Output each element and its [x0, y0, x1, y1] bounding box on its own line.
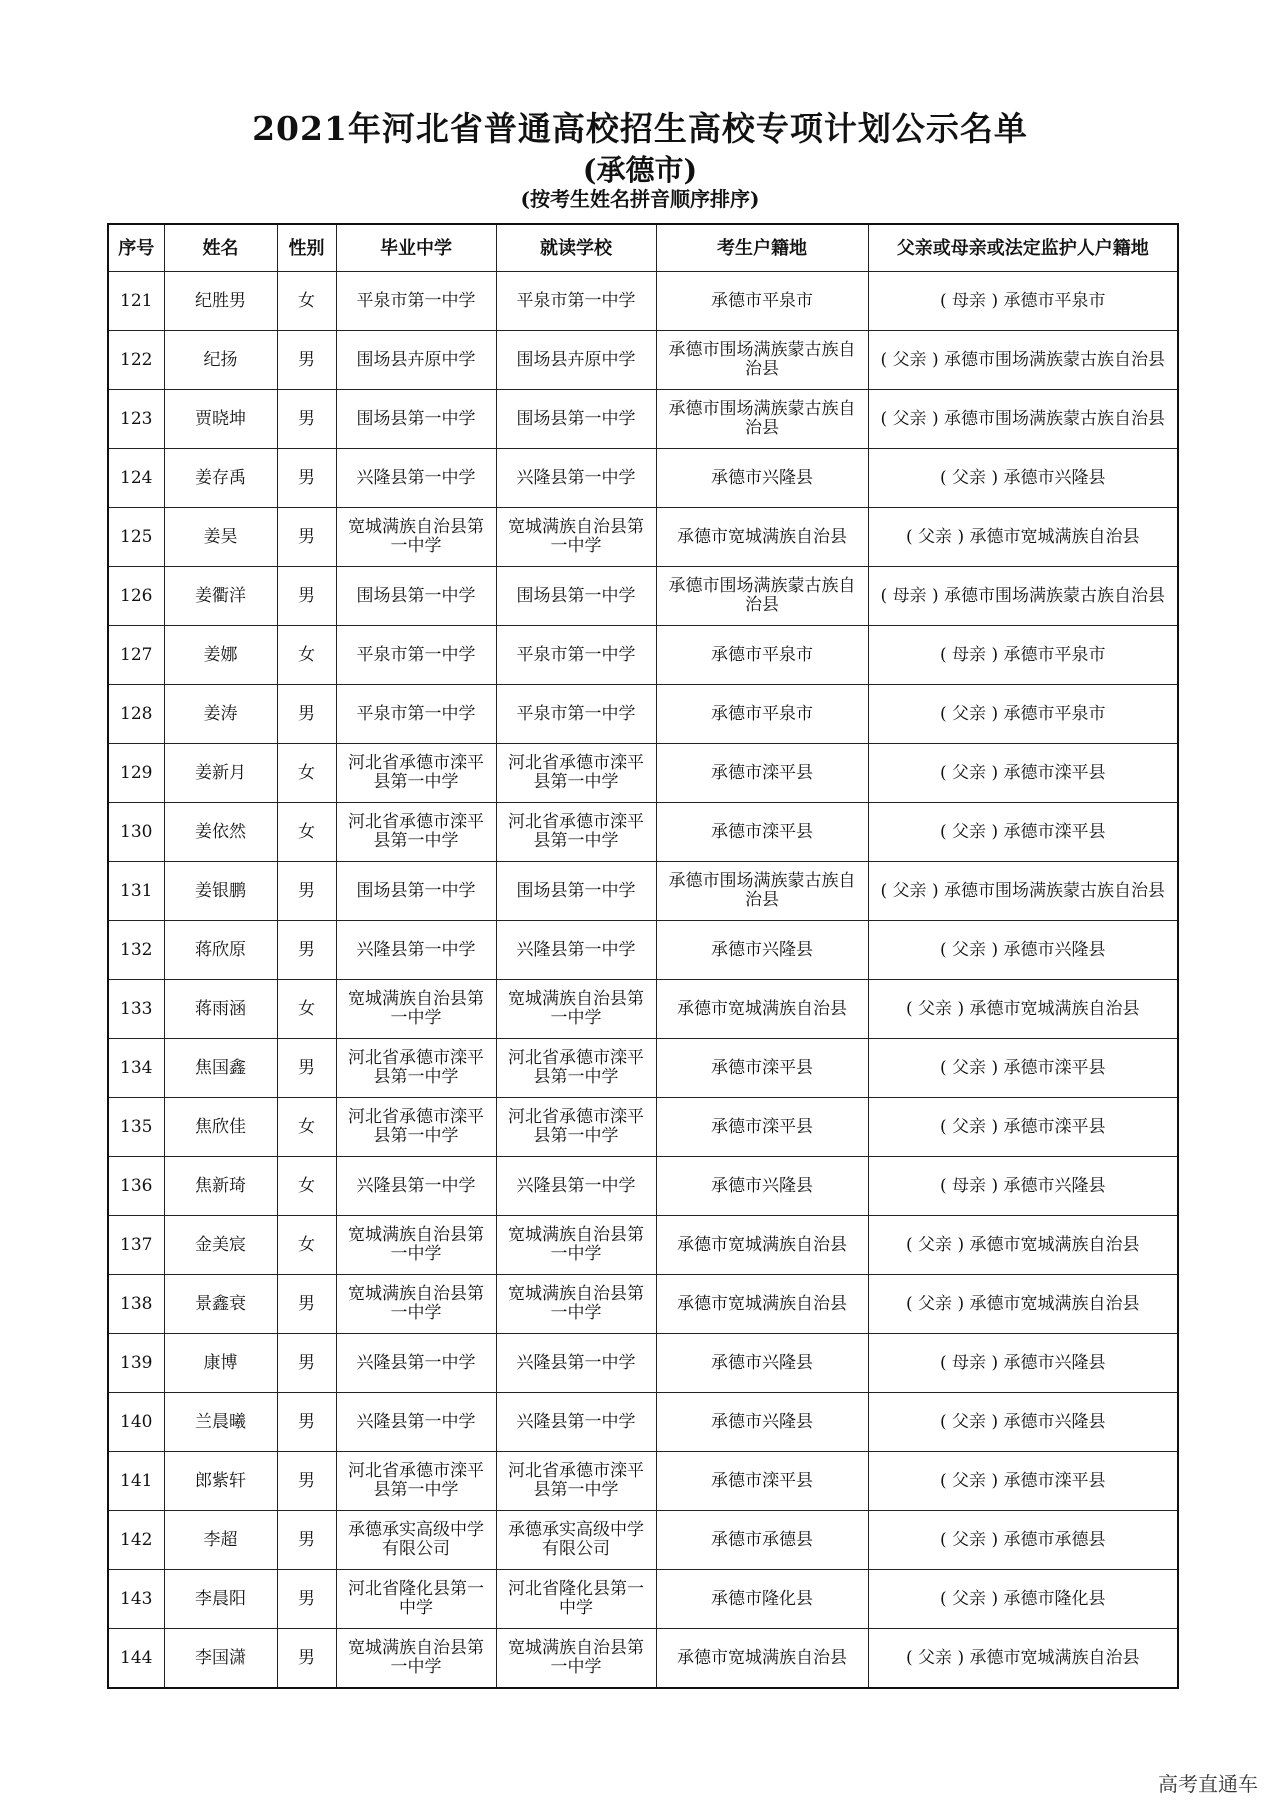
cell-gender: 男 [277, 331, 336, 390]
cell-graduated-school: 平泉市第一中学 [336, 685, 496, 744]
cell-current-school: 围场县第一中学 [496, 390, 656, 449]
cell-name: 贾晓坤 [164, 390, 277, 449]
table-row [108, 744, 1178, 803]
cell-graduated-school: 宽城满族自治县第一中学 [336, 980, 496, 1039]
table-row [108, 1157, 1178, 1216]
cell-name: 蒋雨涵 [164, 980, 277, 1039]
cell-graduated-school: 围场县第一中学 [336, 567, 496, 626]
cell-guardian-hukou: ( 母亲 ) 承德市围场满族蒙古族自治县 [868, 567, 1178, 626]
cell-current-school: 兴隆县第一中学 [496, 1334, 656, 1393]
cell-name: 姜涛 [164, 685, 277, 744]
cell-current-school: 宽城满族自治县第一中学 [496, 1629, 656, 1689]
cell-name: 姜衢洋 [164, 567, 277, 626]
cell-current-school: 河北省承德市滦平县第一中学 [496, 1098, 656, 1157]
cell-graduated-school: 平泉市第一中学 [336, 626, 496, 685]
cell-current-school: 宽城满族自治县第一中学 [496, 508, 656, 567]
cell-name: 姜依然 [164, 803, 277, 862]
sort-note: (按考生姓名拼音顺序排序) [520, 187, 760, 211]
cell-index: 121 [108, 272, 164, 331]
cell-index: 138 [108, 1275, 164, 1334]
cell-graduated-school: 河北省承德市滦平县第一中学 [336, 1098, 496, 1157]
cell-guardian-hukou: ( 父亲 ) 承德市宽城满族自治县 [868, 1629, 1178, 1689]
table-row [108, 1393, 1178, 1452]
cell-hukou: 承德市兴隆县 [656, 1157, 868, 1216]
cell-index: 125 [108, 508, 164, 567]
cell-guardian-hukou: ( 父亲 ) 承德市兴隆县 [868, 921, 1178, 980]
cell-guardian-hukou: ( 母亲 ) 承德市平泉市 [868, 272, 1178, 331]
cell-current-school: 平泉市第一中学 [496, 685, 656, 744]
cell-gender: 男 [277, 1629, 336, 1689]
col-header-graduated-school: 毕业中学 [336, 224, 496, 272]
col-header-gender: 性别 [277, 224, 336, 272]
cell-index: 133 [108, 980, 164, 1039]
cell-graduated-school: 围场县第一中学 [336, 390, 496, 449]
cell-hukou: 承德市平泉市 [656, 272, 868, 331]
cell-graduated-school: 承德承实高级中学有限公司 [336, 1511, 496, 1570]
cell-current-school: 宽城满族自治县第一中学 [496, 980, 656, 1039]
cell-graduated-school: 兴隆县第一中学 [336, 1393, 496, 1452]
cell-hukou: 承德市宽城满族自治县 [656, 1629, 868, 1689]
table-row [108, 272, 1178, 331]
table-row [108, 980, 1178, 1039]
cell-index: 132 [108, 921, 164, 980]
cell-gender: 男 [277, 1393, 336, 1452]
cell-guardian-hukou: ( 父亲 ) 承德市宽城满族自治县 [868, 980, 1178, 1039]
cell-current-school: 河北省承德市滦平县第一中学 [496, 1039, 656, 1098]
cell-guardian-hukou: ( 父亲 ) 承德市滦平县 [868, 803, 1178, 862]
cell-gender: 女 [277, 1216, 336, 1275]
col-header-hukou: 考生户籍地 [656, 224, 868, 272]
cell-guardian-hukou: ( 父亲 ) 承德市承德县 [868, 1511, 1178, 1570]
cell-gender: 男 [277, 390, 336, 449]
cell-guardian-hukou: ( 父亲 ) 承德市平泉市 [868, 685, 1178, 744]
cell-current-school: 河北省承德市滦平县第一中学 [496, 744, 656, 803]
cell-hukou: 承德市兴隆县 [656, 1393, 868, 1452]
cell-guardian-hukou: ( 父亲 ) 承德市宽城满族自治县 [868, 1216, 1178, 1275]
cell-hukou: 承德市围场满族蒙古族自治县 [656, 567, 868, 626]
cell-guardian-hukou: ( 父亲 ) 承德市宽城满族自治县 [868, 1275, 1178, 1334]
cell-hukou: 承德市宽城满族自治县 [656, 508, 868, 567]
table-row [108, 567, 1178, 626]
cell-graduated-school: 宽城满族自治县第一中学 [336, 1216, 496, 1275]
table-row [108, 803, 1178, 862]
cell-hukou: 承德市兴隆县 [656, 449, 868, 508]
cell-guardian-hukou: ( 母亲 ) 承德市兴隆县 [868, 1157, 1178, 1216]
cell-name: 姜存禹 [164, 449, 277, 508]
cell-index: 142 [108, 1511, 164, 1570]
cell-name: 纪扬 [164, 331, 277, 390]
table-header-row [108, 224, 1178, 272]
page-title: 2021年河北省普通高校招生高校专项计划公示名单 [252, 109, 1028, 148]
cell-index: 135 [108, 1098, 164, 1157]
cell-index: 130 [108, 803, 164, 862]
cell-name: 焦新琦 [164, 1157, 277, 1216]
table-body [108, 272, 1178, 1689]
cell-index: 141 [108, 1452, 164, 1511]
cell-gender: 女 [277, 980, 336, 1039]
table-row [108, 449, 1178, 508]
cell-hukou: 承德市宽城满族自治县 [656, 980, 868, 1039]
cell-graduated-school: 围场县卉原中学 [336, 331, 496, 390]
cell-current-school: 兴隆县第一中学 [496, 449, 656, 508]
cell-name: 姜昊 [164, 508, 277, 567]
cell-graduated-school: 河北省承德市滦平县第一中学 [336, 1039, 496, 1098]
col-header-name: 姓名 [164, 224, 277, 272]
cell-index: 127 [108, 626, 164, 685]
cell-current-school: 平泉市第一中学 [496, 272, 656, 331]
cell-hukou: 承德市滦平县 [656, 1452, 868, 1511]
cell-gender: 女 [277, 803, 336, 862]
cell-index: 137 [108, 1216, 164, 1275]
cell-name: 姜娜 [164, 626, 277, 685]
cell-current-school: 河北省隆化县第一中学 [496, 1570, 656, 1629]
cell-graduated-school: 围场县第一中学 [336, 862, 496, 921]
cell-guardian-hukou: ( 父亲 ) 承德市围场满族蒙古族自治县 [868, 862, 1178, 921]
cell-current-school: 兴隆县第一中学 [496, 1393, 656, 1452]
page-subtitle: (承德市) [582, 153, 698, 187]
col-header-guardian-hukou: 父亲或母亲或法定监护人户籍地 [868, 224, 1178, 272]
cell-hukou: 承德市滦平县 [656, 1039, 868, 1098]
cell-graduated-school: 兴隆县第一中学 [336, 449, 496, 508]
cell-hukou: 承德市平泉市 [656, 685, 868, 744]
cell-index: 140 [108, 1393, 164, 1452]
cell-current-school: 兴隆县第一中学 [496, 921, 656, 980]
cell-hukou: 承德市围场满族蒙古族自治县 [656, 862, 868, 921]
table-row [108, 1275, 1178, 1334]
cell-name: 焦国鑫 [164, 1039, 277, 1098]
cell-index: 122 [108, 331, 164, 390]
cell-index: 123 [108, 390, 164, 449]
table-row [108, 508, 1178, 567]
table-row [108, 1452, 1178, 1511]
cell-current-school: 宽城满族自治县第一中学 [496, 1216, 656, 1275]
cell-graduated-school: 宽城满族自治县第一中学 [336, 1275, 496, 1334]
cell-gender: 男 [277, 921, 336, 980]
cell-index: 134 [108, 1039, 164, 1098]
cell-graduated-school: 兴隆县第一中学 [336, 1157, 496, 1216]
cell-index: 136 [108, 1157, 164, 1216]
watermark-text: 高考直通车 [1158, 1772, 1258, 1796]
cell-name: 蒋欣原 [164, 921, 277, 980]
cell-guardian-hukou: ( 父亲 ) 承德市滦平县 [868, 1452, 1178, 1511]
cell-gender: 男 [277, 1452, 336, 1511]
cell-gender: 男 [277, 862, 336, 921]
cell-current-school: 宽城满族自治县第一中学 [496, 1275, 656, 1334]
cell-name: 景鑫衰 [164, 1275, 277, 1334]
col-header-index: 序号 [108, 224, 164, 272]
cell-guardian-hukou: ( 父亲 ) 承德市兴隆县 [868, 449, 1178, 508]
roster-table [107, 223, 1179, 1689]
cell-index: 144 [108, 1629, 164, 1689]
cell-guardian-hukou: ( 父亲 ) 承德市围场满族蒙古族自治县 [868, 331, 1178, 390]
table-row [108, 862, 1178, 921]
cell-graduated-school: 河北省承德市滦平县第一中学 [336, 1452, 496, 1511]
cell-index: 143 [108, 1570, 164, 1629]
cell-guardian-hukou: ( 父亲 ) 承德市滦平县 [868, 744, 1178, 803]
cell-name: 焦欣佳 [164, 1098, 277, 1157]
col-header-current-school: 就读学校 [496, 224, 656, 272]
cell-guardian-hukou: ( 父亲 ) 承德市隆化县 [868, 1570, 1178, 1629]
cell-index: 128 [108, 685, 164, 744]
cell-graduated-school: 兴隆县第一中学 [336, 921, 496, 980]
cell-hukou: 承德市滦平县 [656, 744, 868, 803]
cell-gender: 男 [277, 1511, 336, 1570]
table-row [108, 685, 1178, 744]
cell-gender: 男 [277, 449, 336, 508]
cell-hukou: 承德市兴隆县 [656, 1334, 868, 1393]
cell-guardian-hukou: ( 父亲 ) 承德市兴隆县 [868, 1393, 1178, 1452]
cell-graduated-school: 兴隆县第一中学 [336, 1334, 496, 1393]
cell-current-school: 围场县第一中学 [496, 567, 656, 626]
cell-hukou: 承德市围场满族蒙古族自治县 [656, 390, 868, 449]
cell-guardian-hukou: ( 父亲 ) 承德市宽城满族自治县 [868, 508, 1178, 567]
cell-name: 康博 [164, 1334, 277, 1393]
cell-gender: 男 [277, 685, 336, 744]
cell-graduated-school: 河北省承德市滦平县第一中学 [336, 744, 496, 803]
table-row [108, 1216, 1178, 1275]
table-row [108, 1334, 1178, 1393]
cell-index: 124 [108, 449, 164, 508]
cell-index: 129 [108, 744, 164, 803]
cell-current-school: 兴隆县第一中学 [496, 1157, 656, 1216]
cell-graduated-school: 宽城满族自治县第一中学 [336, 508, 496, 567]
cell-hukou: 承德市兴隆县 [656, 921, 868, 980]
cell-index: 139 [108, 1334, 164, 1393]
cell-gender: 男 [277, 1334, 336, 1393]
table-row [108, 1039, 1178, 1098]
cell-index: 131 [108, 862, 164, 921]
cell-name: 李超 [164, 1511, 277, 1570]
cell-name: 李国潇 [164, 1629, 277, 1689]
cell-name: 兰晨曦 [164, 1393, 277, 1452]
cell-hukou: 承德市宽城满族自治县 [656, 1275, 868, 1334]
cell-hukou: 承德市滦平县 [656, 803, 868, 862]
cell-gender: 男 [277, 1275, 336, 1334]
cell-gender: 男 [277, 567, 336, 626]
cell-current-school: 围场县第一中学 [496, 862, 656, 921]
cell-guardian-hukou: ( 母亲 ) 承德市兴隆县 [868, 1334, 1178, 1393]
cell-gender: 女 [277, 744, 336, 803]
cell-gender: 女 [277, 272, 336, 331]
table-row [108, 331, 1178, 390]
cell-current-school: 河北省承德市滦平县第一中学 [496, 803, 656, 862]
cell-guardian-hukou: ( 母亲 ) 承德市平泉市 [868, 626, 1178, 685]
cell-hukou: 承德市承德县 [656, 1511, 868, 1570]
cell-name: 郎紫轩 [164, 1452, 277, 1511]
table-row [108, 1570, 1178, 1629]
cell-graduated-school: 平泉市第一中学 [336, 272, 496, 331]
table-row [108, 626, 1178, 685]
cell-gender: 女 [277, 1098, 336, 1157]
cell-hukou: 承德市宽城满族自治县 [656, 1216, 868, 1275]
cell-name: 姜银鹏 [164, 862, 277, 921]
cell-guardian-hukou: ( 父亲 ) 承德市滦平县 [868, 1039, 1178, 1098]
cell-graduated-school: 河北省隆化县第一中学 [336, 1570, 496, 1629]
cell-index: 126 [108, 567, 164, 626]
cell-gender: 女 [277, 626, 336, 685]
cell-gender: 男 [277, 1570, 336, 1629]
cell-name: 姜新月 [164, 744, 277, 803]
cell-current-school: 承德承实高级中学有限公司 [496, 1511, 656, 1570]
cell-current-school: 平泉市第一中学 [496, 626, 656, 685]
table-row [108, 1629, 1178, 1689]
cell-current-school: 河北省承德市滦平县第一中学 [496, 1452, 656, 1511]
table-row [108, 1098, 1178, 1157]
cell-gender: 女 [277, 1157, 336, 1216]
cell-graduated-school: 河北省承德市滦平县第一中学 [336, 803, 496, 862]
cell-name: 金美宸 [164, 1216, 277, 1275]
table-row [108, 390, 1178, 449]
cell-guardian-hukou: ( 父亲 ) 承德市围场满族蒙古族自治县 [868, 390, 1178, 449]
cell-name: 纪胜男 [164, 272, 277, 331]
cell-current-school: 围场县卉原中学 [496, 331, 656, 390]
cell-hukou: 承德市平泉市 [656, 626, 868, 685]
table-row [108, 1511, 1178, 1570]
cell-hukou: 承德市隆化县 [656, 1570, 868, 1629]
cell-gender: 男 [277, 1039, 336, 1098]
cell-name: 李晨阳 [164, 1570, 277, 1629]
table-row [108, 921, 1178, 980]
cell-hukou: 承德市滦平县 [656, 1098, 868, 1157]
cell-graduated-school: 宽城满族自治县第一中学 [336, 1629, 496, 1689]
cell-gender: 男 [277, 508, 336, 567]
cell-hukou: 承德市围场满族蒙古族自治县 [656, 331, 868, 390]
cell-guardian-hukou: ( 父亲 ) 承德市滦平县 [868, 1098, 1178, 1157]
